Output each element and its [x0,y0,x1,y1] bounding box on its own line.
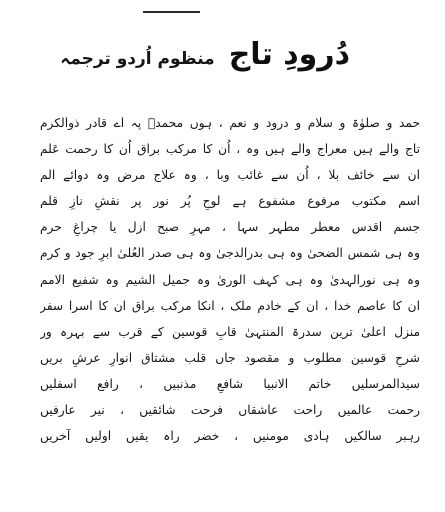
verse-line: رحمت عالمیں راحت عاشقاں فرحت شائقیں ، نیر عارفیں [40,403,420,418]
top-divider [143,11,200,13]
verse-line: حمد و صلوٰۃ و سلام و درود و نعم ، ہوں محمدؐ پہ اے قادر ذوالکرم [40,116,420,130]
title-row [60,37,350,87]
page-subtitle: منظوم اُردو ترجمہ [60,49,215,69]
verse-line: ان کا عاصم خدا ، ان کے خادم ملک ، انکا مرکب براق ان کا اسرا سفر [40,298,420,313]
verse-line: جسم اقدس معطر مطہر سہا ، مہرِ صبح ازل یا چراغِ حرم [40,220,420,235]
page-title: دُرودِ تاج [228,37,350,72]
verse-line: وہ ہی نورالہدیٰ وہ ہی کہف الوریٰ وہ جمیل الشیم وہ شفیع الامم [40,272,420,287]
verse-line: سیدالمرسلیں خاتم الانبیا شافعِ مذنبیں ، رافع اسفلیں [40,376,420,391]
verse-line: وہ ہی شمس الضحیٰ وہ ہی بدرالدجیٰ وہ ہی صدر العُلیٰ ابرِ جود و کرم [40,246,420,261]
verse-line: منزل اعلیٰ ترین سدرۃ المنتہیٰ قابِ قوسین کے قرب سے بہرہ ور [40,324,420,339]
verse-line: اسم مکتوب مرفوع مشفوع ہے لوحِ پُر نور پر نقشِ نازِ قلم [40,194,420,209]
verse-line: ان سے خائف بلا ، اُن سے غائب وبا ، وہ علاج مرض وہ دوائے الم [40,168,420,183]
verse-line: تاج والے ہیں معراج والے ہیں وہ ، اُن کا مرکب براق اُن کا رحمت عَلم [40,142,420,157]
poem-body [40,110,420,449]
verse-line: شرحِ قوسین مطلوب و مقصود جاں قلب مشتاق انوارِ عرشِ بریں [40,350,420,365]
verse-line: رہبر سالکیں ہادی مومنیں ، خضر راہ یقیں اولیں آخریں [40,429,420,444]
